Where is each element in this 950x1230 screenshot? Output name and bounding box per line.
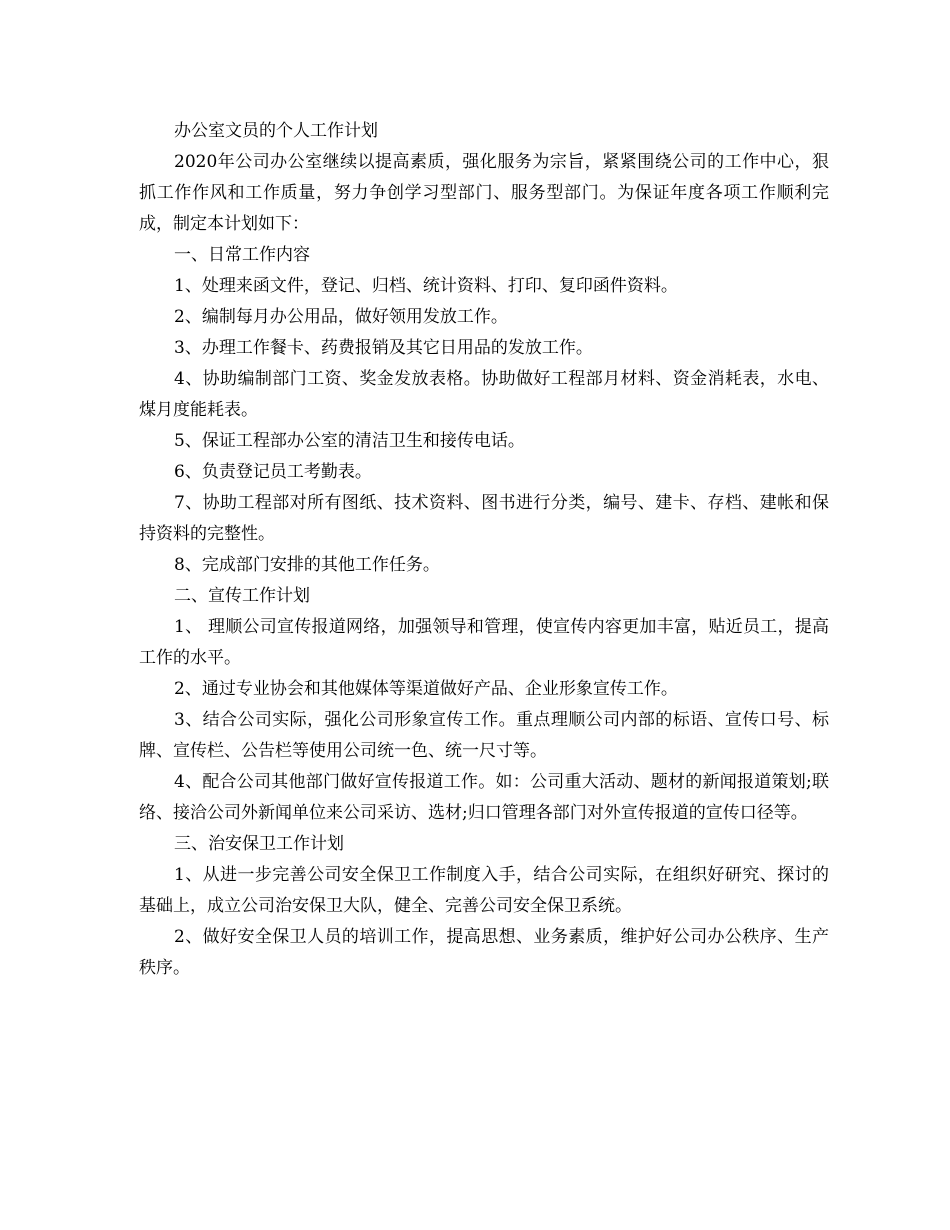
publicity-item-4: 4、配合公司其他部门做好宣传报道工作。如：公司重大活动、题材的新闻报道策划;联络、接洽公司外新闻单位来公司采访、选材;归口管理各部门对外宣传报道的宣传口径等。 (139, 772, 829, 823)
publicity-item-3: 3、结合公司实际，强化公司形象宣传工作。重点理顺公司内部的标语、宣传口号、标牌、宣传栏、公告栏等使用公司统一色、统一尺寸等。 (139, 710, 829, 761)
daily-item-1: 1、处理来函文件，登记、归档、统计资料、打印、复印函件资料。 (174, 276, 678, 296)
security-item-1: 1、从进一步完善公司安全保卫工作制度入手，结合公司实际，在组织好研究、探讨的基础上，成立公司治安保卫大队，健全、完善公司安全保卫系统。 (139, 865, 829, 916)
publicity-item-2: 2、通过专业协会和其他媒体等渠道做好产品、企业形象宣传工作。 (174, 679, 678, 699)
daily-item-4: 4、协助编制部门工资、奖金发放表格。协助做好工程部月材料、资金消耗表，水电、煤月度能耗表。 (139, 369, 829, 420)
section-heading-daily-work: 一、日常工作内容 (174, 245, 310, 265)
security-item-2: 2、做好安全保卫人员的培训工作，提高思想、业务素质，维护好公司办公秩序、生产秩序。 (139, 927, 829, 978)
publicity-item-1: 1、 理顺公司宣传报道网络，加强领导和管理，使宣传内容更加丰富，贴近员工，提高工作的水平。 (139, 617, 829, 668)
document-body (139, 116, 829, 984)
document-title: 办公室文员的个人工作计划 (174, 121, 378, 141)
section-heading-security: 三、治安保卫工作计划 (174, 834, 344, 854)
daily-item-8: 8、完成部门安排的其他工作任务。 (174, 555, 440, 575)
daily-item-5: 5、保证工程部办公室的清洁卫生和接传电话。 (174, 431, 525, 451)
section-heading-publicity: 二、宣传工作计划 (174, 586, 310, 606)
daily-item-2: 2、编制每月办公用品，做好领用发放工作。 (174, 307, 508, 327)
daily-item-7: 7、协助工程部对所有图纸、技术资料、图书进行分类，编号、建卡、存档、建帐和保持资料的完整性。 (139, 493, 829, 544)
intro-paragraph: 2020年公司办公室继续以提高素质，强化服务为宗旨，紧紧围绕公司的工作中心，狠抓工作作风和工作质量，努力争创学习型部门、服务型部门。为保证年度各项工作顺利完成，制定本计划如下： (139, 152, 829, 234)
daily-item-3: 3、办理工作餐卡、药费报销及其它日用品的发放工作。 (174, 338, 593, 358)
daily-item-6: 6、负责登记员工考勤表。 (174, 462, 372, 482)
